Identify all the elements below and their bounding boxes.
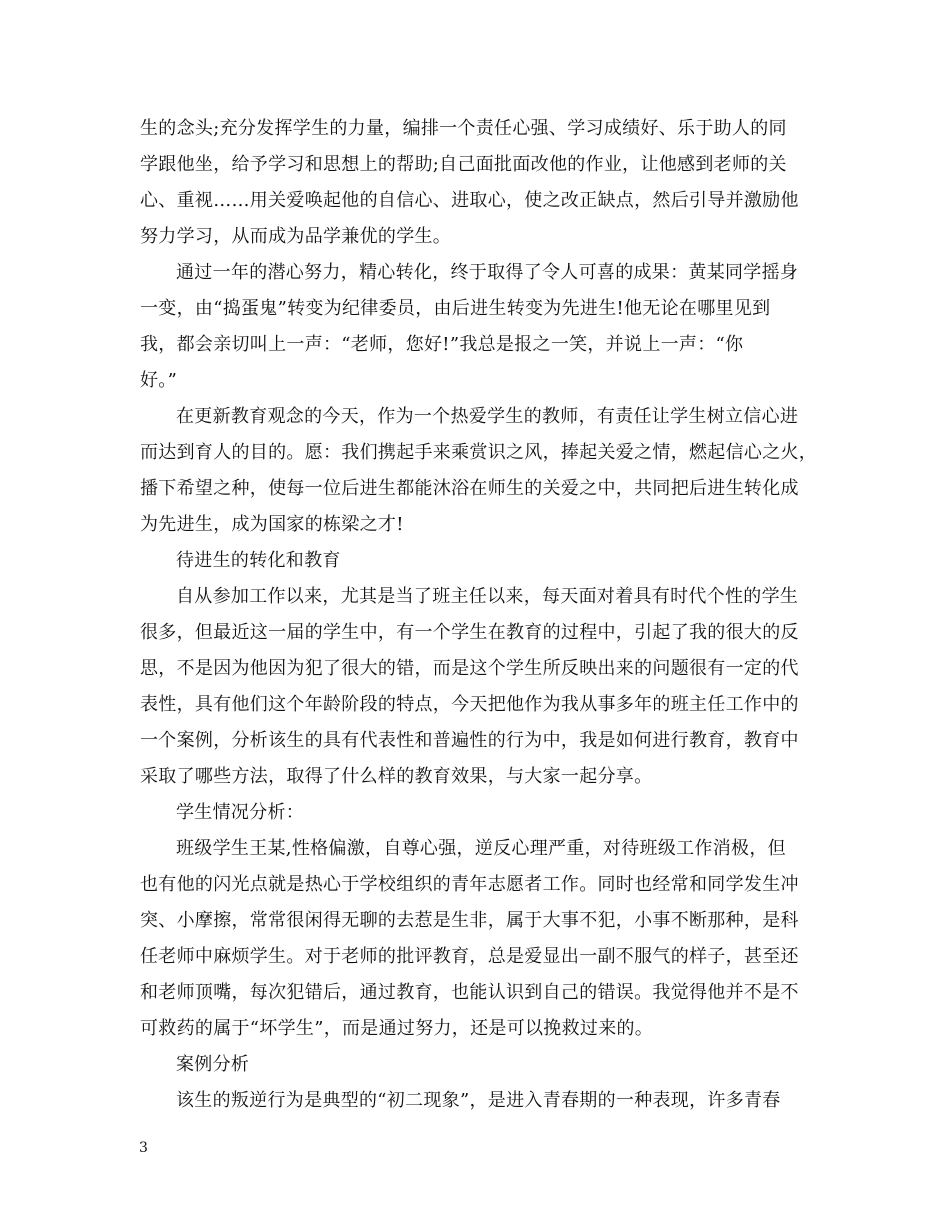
- text-line: 心、重视……用关爱唤起他的自信心、进取心，使之改正缺点，然后引导并激励他: [140, 190, 799, 211]
- text-line: 好。”: [140, 370, 178, 391]
- paragraph-first-line: 班级学生王某,性格偏激，自尊心强，逆反心理严重，对待班级工作消极，但: [176, 838, 786, 859]
- text-line: 也有他的闪光点就是热心于学校组织的青年志愿者工作。同时也经常和同学发生冲: [140, 874, 799, 895]
- section-heading: 学生情况分析：: [176, 802, 305, 823]
- text-line: 生的念头;充分发挥学生的力量，编排一个责任心强、学习成绩好、乐于助人的同: [140, 118, 787, 139]
- text-line: 很多，但最近这一届的学生中，有一个学生在教育的过程中，引起了我的很大的反: [140, 622, 799, 643]
- text-line: 播下希望之种，使每一位后进生都能沐浴在师生的关爱之中，共同把后进生转化成: [140, 478, 799, 499]
- text-line: 采取了哪些方法，取得了什么样的教育效果，与大家一起分享。: [140, 766, 653, 787]
- text-line: 突、小摩擦，常常很闲得无聊的去惹是生非，属于大事不犯，小事不断那种，是科: [140, 910, 799, 931]
- text-line: 和老师顶嘴，每次犯错后，通过教育，也能认识到自己的错误。我觉得他并不是不: [140, 982, 799, 1003]
- paragraph-first-line: 自从参加工作以来，尤其是当了班主任以来，每天面对着具有时代个性的学生: [176, 586, 799, 607]
- text-line: 表性，具有他们这个年龄阶段的特点，今天把他作为我从事多年的班主任工作中的: [140, 694, 799, 715]
- text-line: 一个案例，分析该生的具有代表性和普遍性的行为中，我是如何进行教育，教育中: [140, 730, 799, 751]
- paragraph-first-line: 在更新教育观念的今天，作为一个热爱学生的教师，有责任让学生树立信心进: [176, 406, 799, 427]
- text-line: 我，都会亲切叫上一声：“老师，您好!”我总是报之一笑，并说上一声：“你: [140, 334, 744, 355]
- page-number: 3: [139, 1140, 148, 1156]
- paragraph-first-line: 通过一年的潜心努力，精心转化，终于取得了令人可喜的成果：黄某同学摇身: [176, 262, 799, 283]
- text-line: 而达到育人的目的。愿：我们携起手来乘赏识之风，捧起关爱之情，燃起信心之火，: [140, 442, 818, 463]
- text-line: 学跟他坐，给予学习和思想上的帮助;自己面批面改他的作业，让他感到老师的关: [140, 154, 787, 175]
- text-line: 努力学习，从而成为品学兼优的学生。: [140, 226, 452, 247]
- text-line: 一变，由“捣蛋鬼”转变为纪律委员，由后进生转变为先进生!他无论在哪里见到: [140, 298, 771, 319]
- text-line: 任老师中麻烦学生。对于老师的批评教育，总是爱显出一副不服气的样子，甚至还: [140, 946, 799, 967]
- paragraph-first-line: 该生的叛逆行为是典型的“初二现象”，是进入青春期的一种表现，许多青春: [176, 1090, 781, 1111]
- section-heading: 案例分析: [176, 1054, 250, 1075]
- text-line: 可救药的属于“坏学生”，而是通过努力，还是可以挽救过来的。: [140, 1018, 654, 1039]
- text-line: 思，不是因为他因为犯了很大的错，而是这个学生所反映出来的问题很有一定的代: [140, 658, 799, 679]
- text-line: 为先进生，成为国家的栋梁之才!: [140, 514, 404, 535]
- section-heading: 待进生的转化和教育: [176, 550, 341, 571]
